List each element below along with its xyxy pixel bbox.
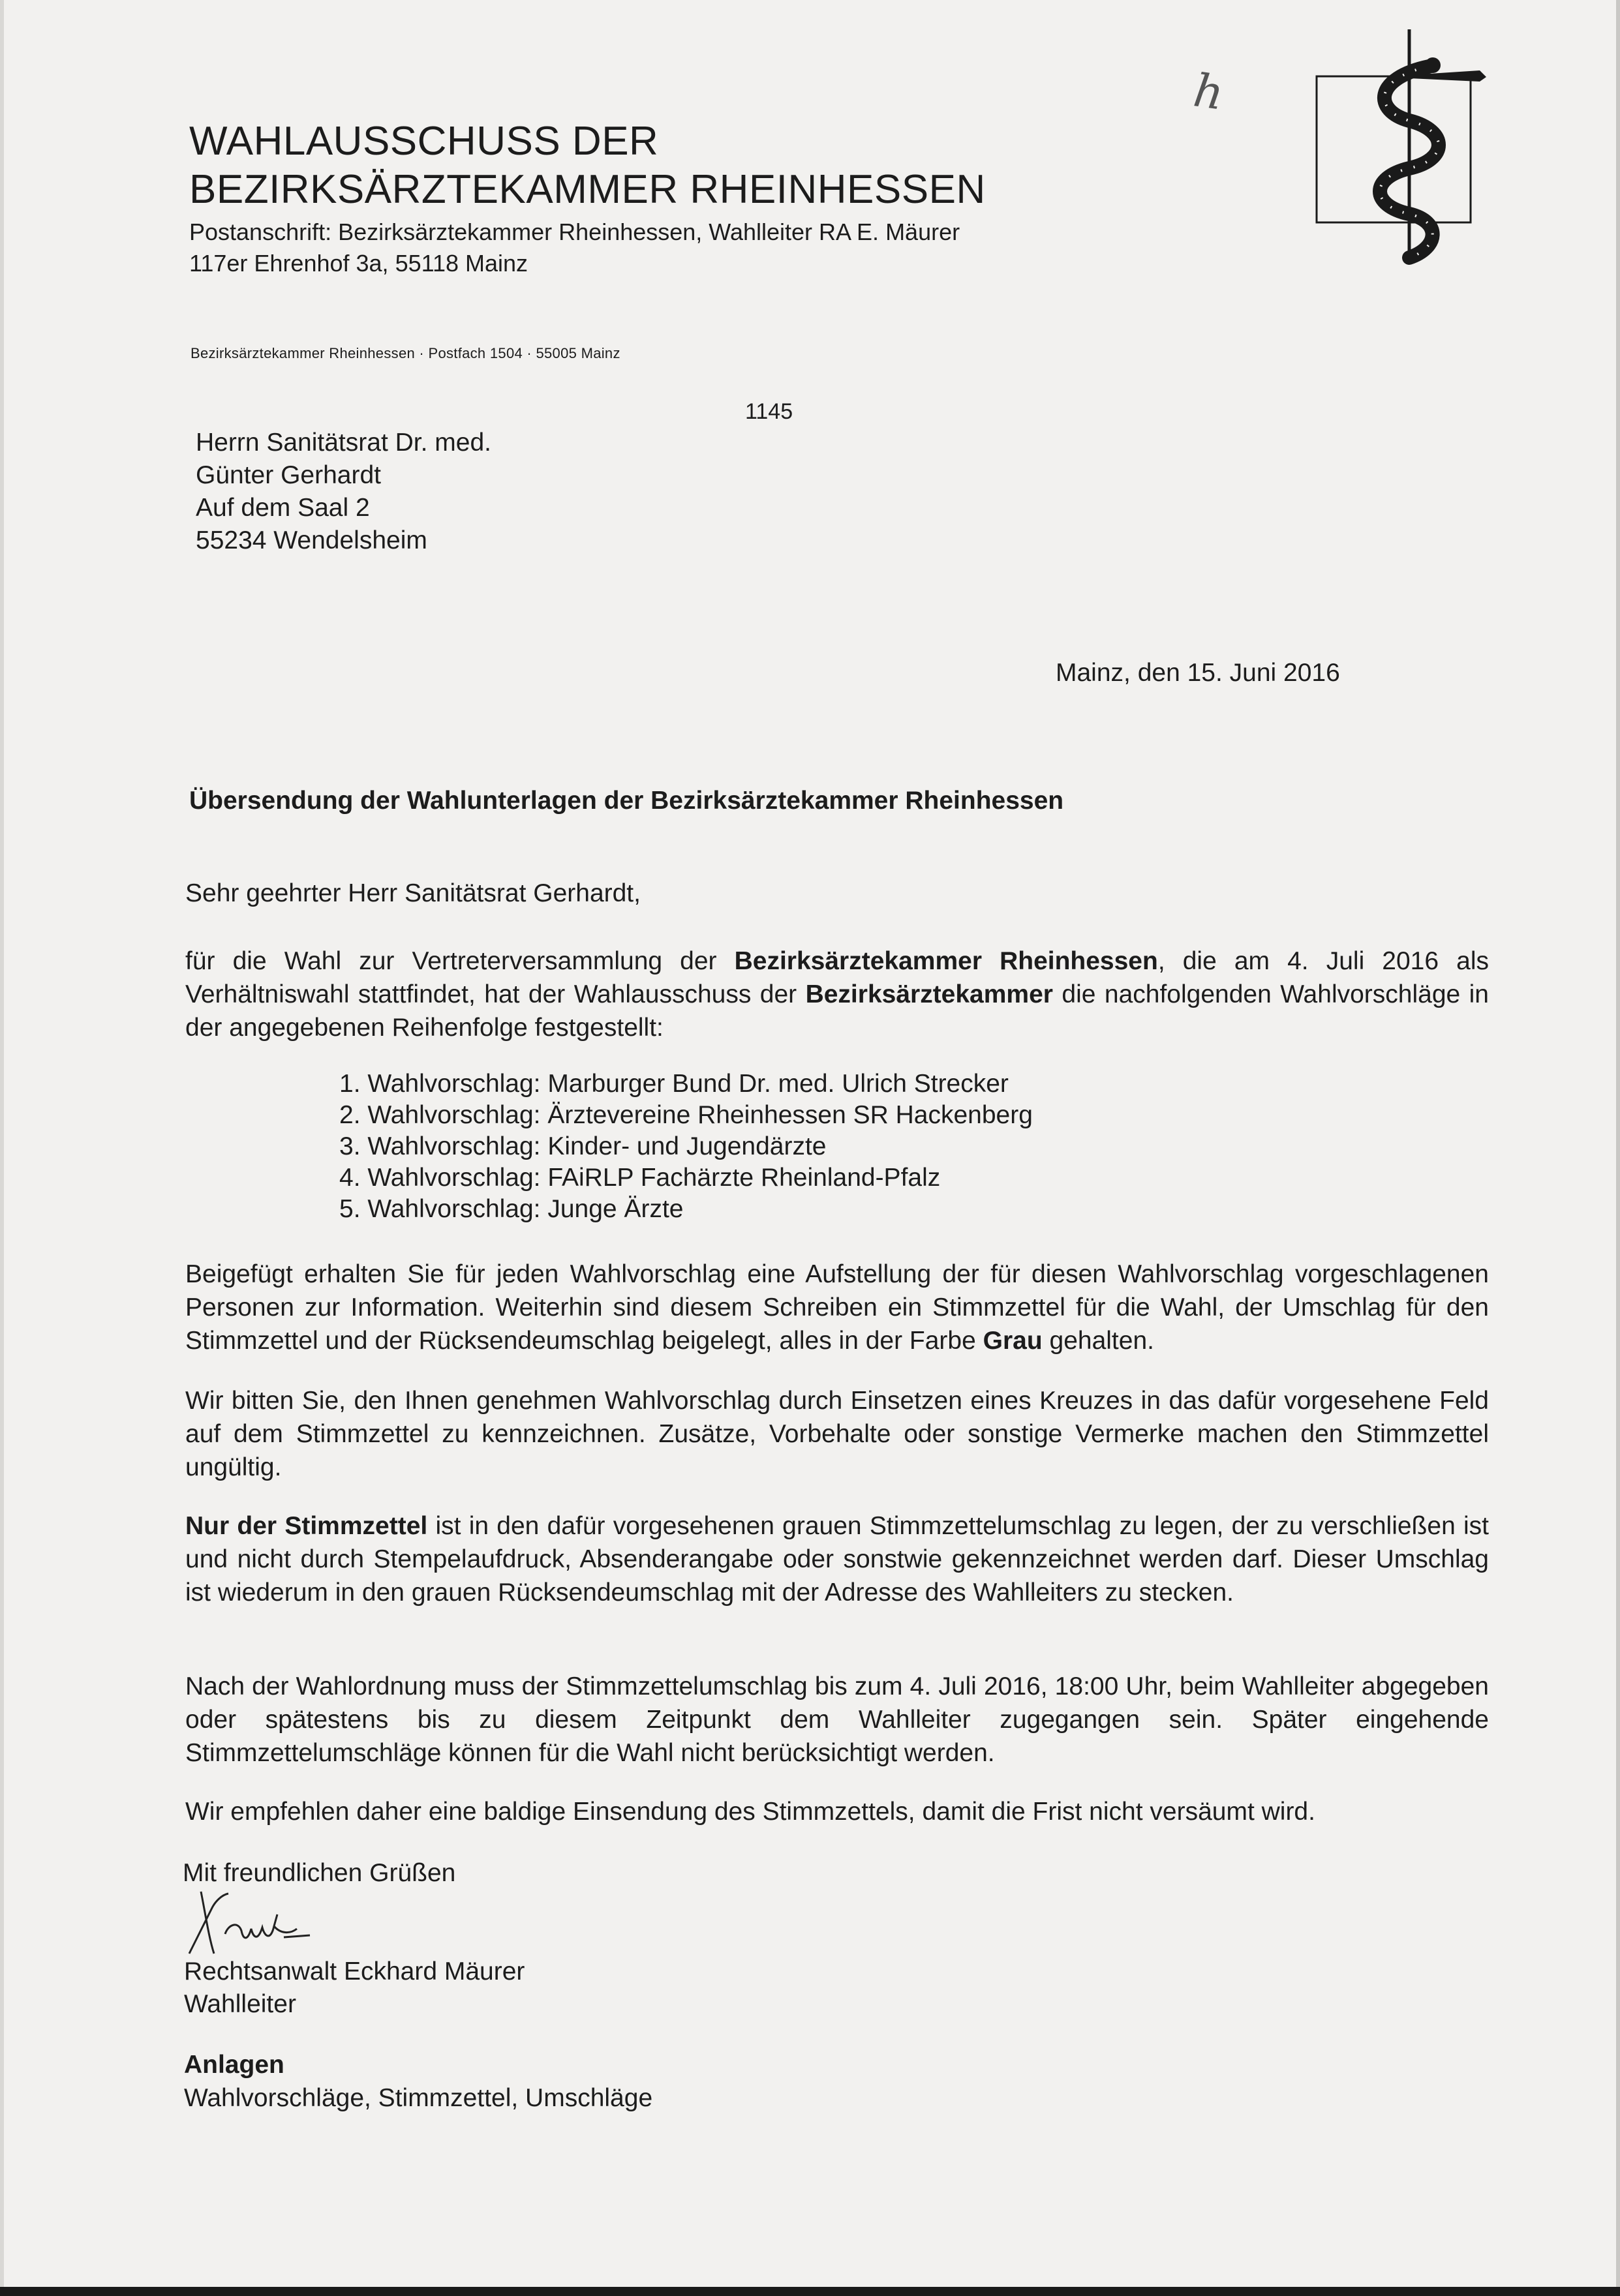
sender-return-line: Bezirksärztekammer Rheinhessen · Postfach 1504 · 55005 Mainz (191, 345, 620, 361)
aesculapian-staff-icon (1311, 26, 1494, 274)
reference-number: 1145 (745, 399, 793, 424)
salutation: Sehr geehrter Herr Sanitätsrat Gerhardt, (185, 879, 641, 907)
postal-address-line-1: Postanschrift: Bezirksärztekammer Rheinhessen, Wahlleiter RA E. Mäurer (189, 219, 960, 245)
intro-paragraph: für die Wahl zur Vertreterversammlung der Bezirksärztekammer Rheinhessen, die am 4. Juli 2016 als Verhältniswahl stattfindet, hat der Wahlausschuss der Bezirksärztekammer die nachfolgenden Wahlvorschläge in der angegebenen Reihenfolge festgestellt: (185, 947, 1489, 1042)
handwritten-mark: h (1190, 63, 1227, 121)
letterhead-line-1: WAHLAUSSCHUSS DER (189, 119, 659, 164)
deadline-paragraph: Nach der Wahlordnung muss der Stimmzettelumschlag bis zum 4. Juli 2016, 18:00 Uhr, beim Wahlleiter abgegeben oder spätestens bis zu diesem Zeitpunkt dem Wahlleiter zugegangen sein. Später eingehende Stimmzettelumschläge können für die Wahl nicht berücksichtigt werden. (185, 1672, 1489, 1767)
recipient-line-4: 55234 Wendelsheim (196, 526, 427, 554)
scan-border-bottom (0, 2287, 1620, 2296)
emphasis-color: Grau (983, 1327, 1043, 1355)
list-item: 3. Wahlvorschlag: Kinder- und Jugendärzte (339, 1132, 827, 1160)
recommendation-paragraph: Wir empfehlen daher eine baldige Einsendung des Stimmzettels, damit die Frist nicht versäumt wird. (185, 1798, 1315, 1826)
envelope-paragraph: Nur der Stimmzettel ist in den dafür vorgesehenen grauen Stimmzettelumschlag zu legen, der zu verschließen ist und nicht durch Stempelaufdruck, Absenderangabe oder sonstwie gekennzeichnet werden darf. Dieser Umschlag ist wiederum in den grauen Rücksendeumschlag mit der Adresse des Wahlleiters zu stecken. (185, 1512, 1489, 1607)
attachments-list: Wahlvorschläge, Stimmzettel, Umschläge (184, 2084, 653, 2112)
paper-edge-right (1616, 0, 1620, 2296)
letter-date: Mainz, den 15. Juni 2016 (1056, 659, 1340, 687)
recipient-address (196, 427, 491, 557)
closing-phrase: Mit freundlichen Grüßen (183, 1859, 456, 1887)
postal-address (189, 217, 960, 279)
signer-name: Rechtsanwalt Eckhard Mäurer (184, 1957, 525, 1986)
marking-paragraph: Wir bitten Sie, den Ihnen genehmen Wahlvorschlag durch Einsetzen eines Kreuzes in das dafür vorgesehene Feld auf dem Stimmzettel zu kennzeichnen. Zusätze, Vorbehalte oder sonstige Vermerke machen den Stimmzettel ungültig. (185, 1387, 1489, 1481)
signer-role: Wahlleiter (184, 1990, 296, 2018)
letter-subject: Übersendung der Wahlunterlagen der Bezirksärztekammer Rheinhessen (189, 787, 1064, 815)
handwritten-signature (176, 1888, 339, 1967)
list-item: 5. Wahlvorschlag: Junge Ärzte (339, 1195, 684, 1223)
proposal-list (339, 1068, 1033, 1225)
emphasis-chamber-name: Bezirksärztekammer Rheinhessen (734, 947, 1158, 975)
paper-edge-left (0, 0, 4, 2296)
list-item: 1. Wahlvorschlag: Marburger Bund Dr. med. Ulrich Strecker (339, 1070, 1009, 1098)
letterhead-line-2: BEZIRKSÄRZTEKAMMER RHEINHESSEN (189, 167, 986, 212)
recipient-line-3: Auf dem Saal 2 (196, 494, 370, 522)
emphasis-ballot: Nur der Stimmzettel (185, 1512, 428, 1540)
attachments-heading: Anlagen (184, 2051, 284, 2079)
recipient-line-2: Günter Gerhardt (196, 461, 381, 489)
recipient-line-1: Herrn Sanitätsrat Dr. med. (196, 429, 491, 457)
list-item: 4. Wahlvorschlag: FAiRLP Fachärzte Rheinland-Pfalz (339, 1164, 941, 1192)
letterhead-title (189, 117, 986, 214)
signer-block (184, 1956, 525, 2021)
postal-address-line-2: 117er Ehrenhof 3a, 55118 Mainz (189, 250, 528, 277)
emphasis-chamber: Bezirksärztekammer (805, 980, 1053, 1008)
list-item: 2. Wahlvorschlag: Ärztevereine Rheinhessen SR Hackenberg (339, 1101, 1033, 1129)
enclosures-paragraph: Beigefügt erhalten Sie für jeden Wahlvorschlag eine Aufstellung der für diesen Wahlvorschlag vorgeschlagenen Personen zur Information. Weiterhin sind diesem Schreiben ein Stimmzettel für die Wahl, der Umschlag für den Stimmzettel und der Rücksendeumschlag beigelegt, alles in der Farbe Grau gehalten. (185, 1260, 1489, 1355)
